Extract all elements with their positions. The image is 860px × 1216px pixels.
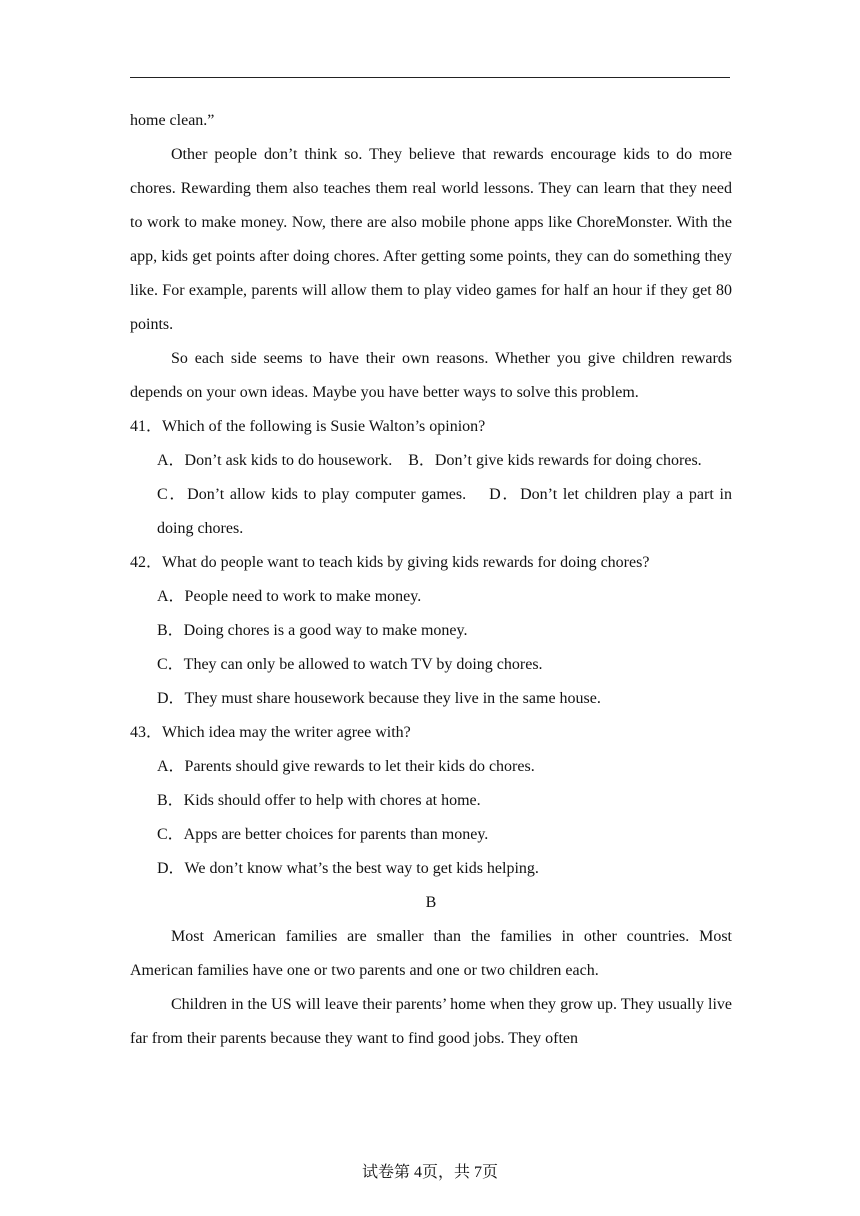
page-footer: 试卷第 4页，共 7页: [361, 1164, 498, 1181]
paragraph: Children in the US will leave their parents’ home when they grow up. They usually live far from their parents because they want to find good jobs. They often: [130, 996, 732, 1047]
question-43-option-c: C．Apps are better choices for parents than money.: [157, 826, 489, 843]
paragraph: So each side seems to have their own reasons. Whether you give children rewards depends on your own ideas. Maybe you have better ways to solve this problem.: [130, 350, 732, 401]
question-42-option-d: D．They must share housework because they live in the same house.: [157, 690, 601, 707]
question-43-option-d: D．We don’t know what’s the best way to get kids helping.: [157, 860, 539, 877]
question-42-option-a: A．People need to work to make money.: [157, 588, 422, 605]
question-41-options-ab: A．Don’t ask kids to do housework. B．Don’t give kids rewards for doing chores.: [157, 452, 702, 469]
question-41-options-cd: C．Don’t allow kids to play computer games. D．Don’t let children play a part in doing chores.: [157, 486, 736, 537]
header-rule: [130, 77, 730, 78]
section-heading-b: B: [425, 894, 437, 911]
paragraph: Most American families are smaller than the families in other countries. Most American families have one or two parents and one or two children each.: [130, 928, 732, 979]
question-41-stem: 41．Which of the following is Susie Walton’s opinion?: [130, 418, 486, 435]
question-42-stem: 42．What do people want to teach kids by giving kids rewards for doing chores?: [130, 554, 650, 571]
question-42-option-c: C．They can only be allowed to watch TV by doing chores.: [157, 656, 543, 673]
question-43-stem: 43．Which idea may the writer agree with?: [130, 724, 411, 741]
paragraph: Other people don’t think so. They believe that rewards encourage kids to do more chores. Rewarding them also teaches them real world lessons. They can learn that they need to work to make money. Now, there are also mobile phone apps like ChoreMonster. With the app, kids get points after doing chores. After getting some points, they can do something they like. For example, parents will allow them to play video games for half an hour if they get 80 points.: [130, 146, 732, 333]
question-43-option-a: A．Parents should give rewards to let their kids do chores.: [157, 758, 535, 775]
question-43-option-b: B．Kids should offer to help with chores at home.: [157, 792, 481, 809]
paragraph-continued: home clean.”: [130, 112, 215, 129]
document-body: [130, 104, 736, 1056]
question-42-option-b: B．Doing chores is a good way to make money.: [157, 622, 468, 639]
